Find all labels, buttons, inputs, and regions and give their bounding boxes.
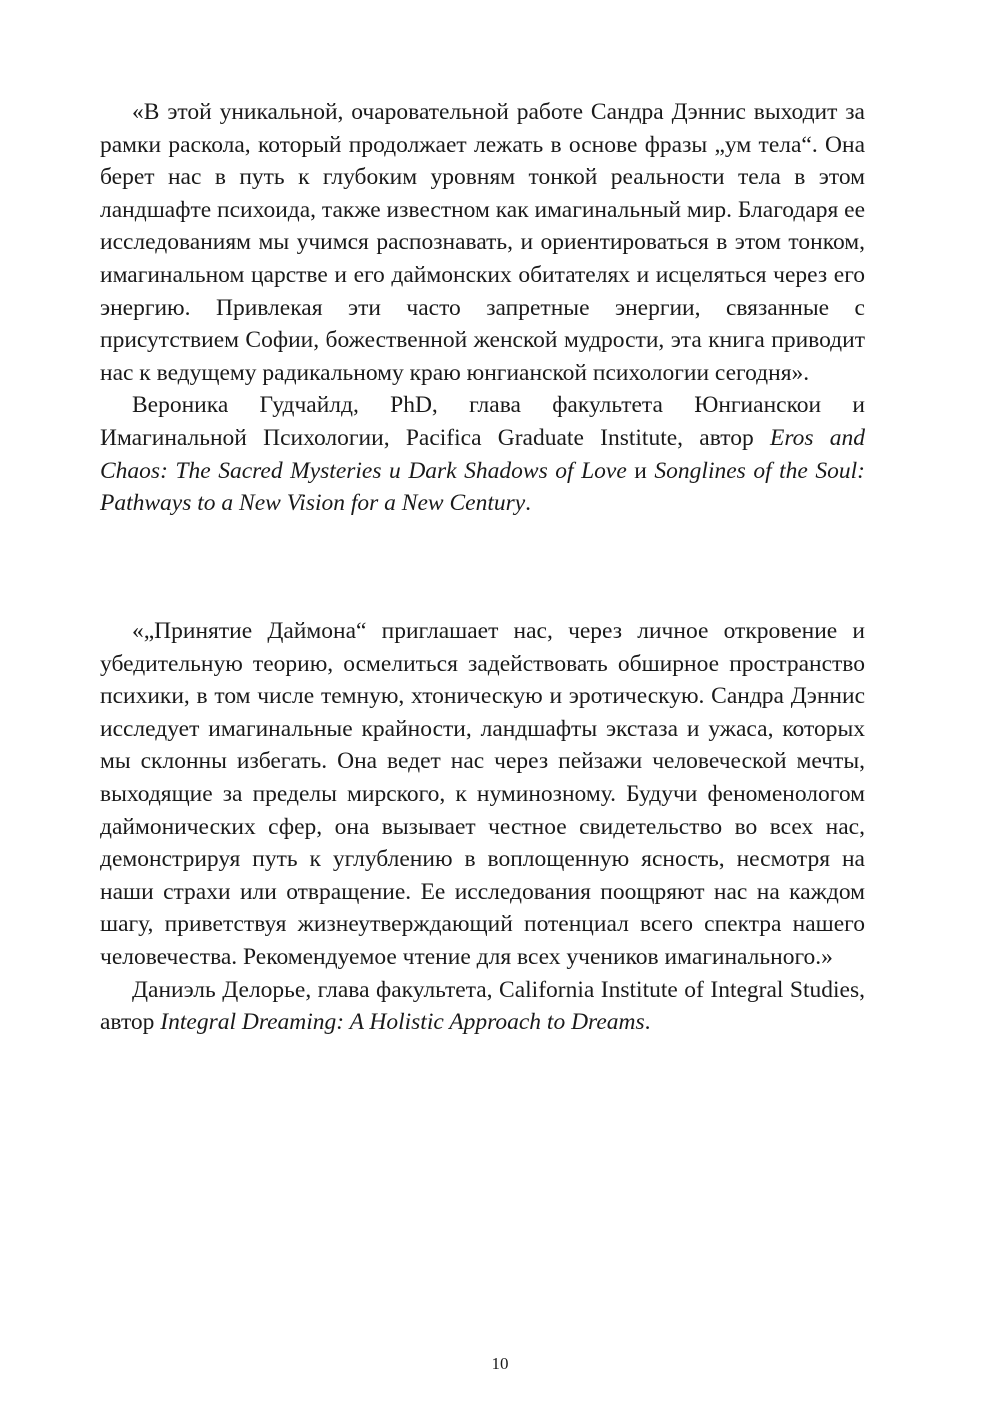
endorsement-2 bbox=[100, 615, 865, 1039]
endorsement-1-period: . bbox=[525, 490, 532, 517]
endorsement-1-book-title-2: Songlines of the Soul: Pathways to a New Vision for a New Century bbox=[100, 457, 866, 517]
endorsement-1 bbox=[100, 96, 865, 520]
endorsement-1-attribution bbox=[100, 389, 865, 519]
endorsement-2-attribution bbox=[100, 974, 865, 1039]
endorsement-1-author: Вероника Гудчайлд, PhD, глава факультета Юнгианскои и Имагинальной Психологии, Pacifica Graduate Institute, автор bbox=[100, 392, 865, 451]
page-number: 10 bbox=[491, 1354, 509, 1373]
endorsement-1-book-title-1: Eros and Chaos: The Sacred Mysteries и Dark Shadows of Love bbox=[100, 424, 866, 484]
endorsement-2-book-title: Integral Dreaming: A Holistic Approach to Dreams bbox=[160, 1009, 645, 1036]
endorsement-2-author: Даниэль Делорье, глава факультета, California Institute of Integral Studies, автор bbox=[100, 976, 865, 1036]
endorsement-2-period: . bbox=[644, 1009, 651, 1036]
endorsement-1-conjunction: и bbox=[626, 457, 655, 484]
endorsement-2-quote: «„Принятие Даймона“ приглашает нас, через личное откровение и убедительную теорию, осмелиться задействовать обширное пространство психики, в том числе темную, хтоническую и эротическую. Сандра Дэннис исследует имагинальные крайности, ландшафты экстаза и ужаса, которых мы склонны избегать. Она ведет нас через пейзажи человеческой мечты, выходящие за пределы мирского, к нуминозному. Будучи феноменологом даймонических сфер, она вызывает честное свидетельство во всех нас, демонстрируя путь к углублению в воплощенную ясность, несмотря на наши страхи или отвращение. Ее исследования поощряют нас на каждом шагу, приветствуя жизнеутверждающий потенциал всего спектра нашего человечества. Рекомендуемое чтение для всех учеников имагинального.» bbox=[100, 618, 865, 970]
endorsement-1-quote: «В этой уникальной, очаровательной работе Сандра Дэннис выходит за рамки раскола, который продолжает лежать в основе фразы „ум тела“. Она берет нас в путь к глубоким уровням тонкой реальности тела в этом ландшафте психоида, также известном как имагинальный мир. Благодаря ее исследованиям мы учимся распознавать, и ориентироваться в этом тонком, имагинальном царстве и его даймонских обитателях и исцеляться через его энергию. Привлекая эти часто запретные энергии, связанные с присутствием Софии, божественной женской мудрости, эта книга приводит нас к ведущему радикальному краю юнгианской психологии сегодня». bbox=[100, 99, 866, 386]
